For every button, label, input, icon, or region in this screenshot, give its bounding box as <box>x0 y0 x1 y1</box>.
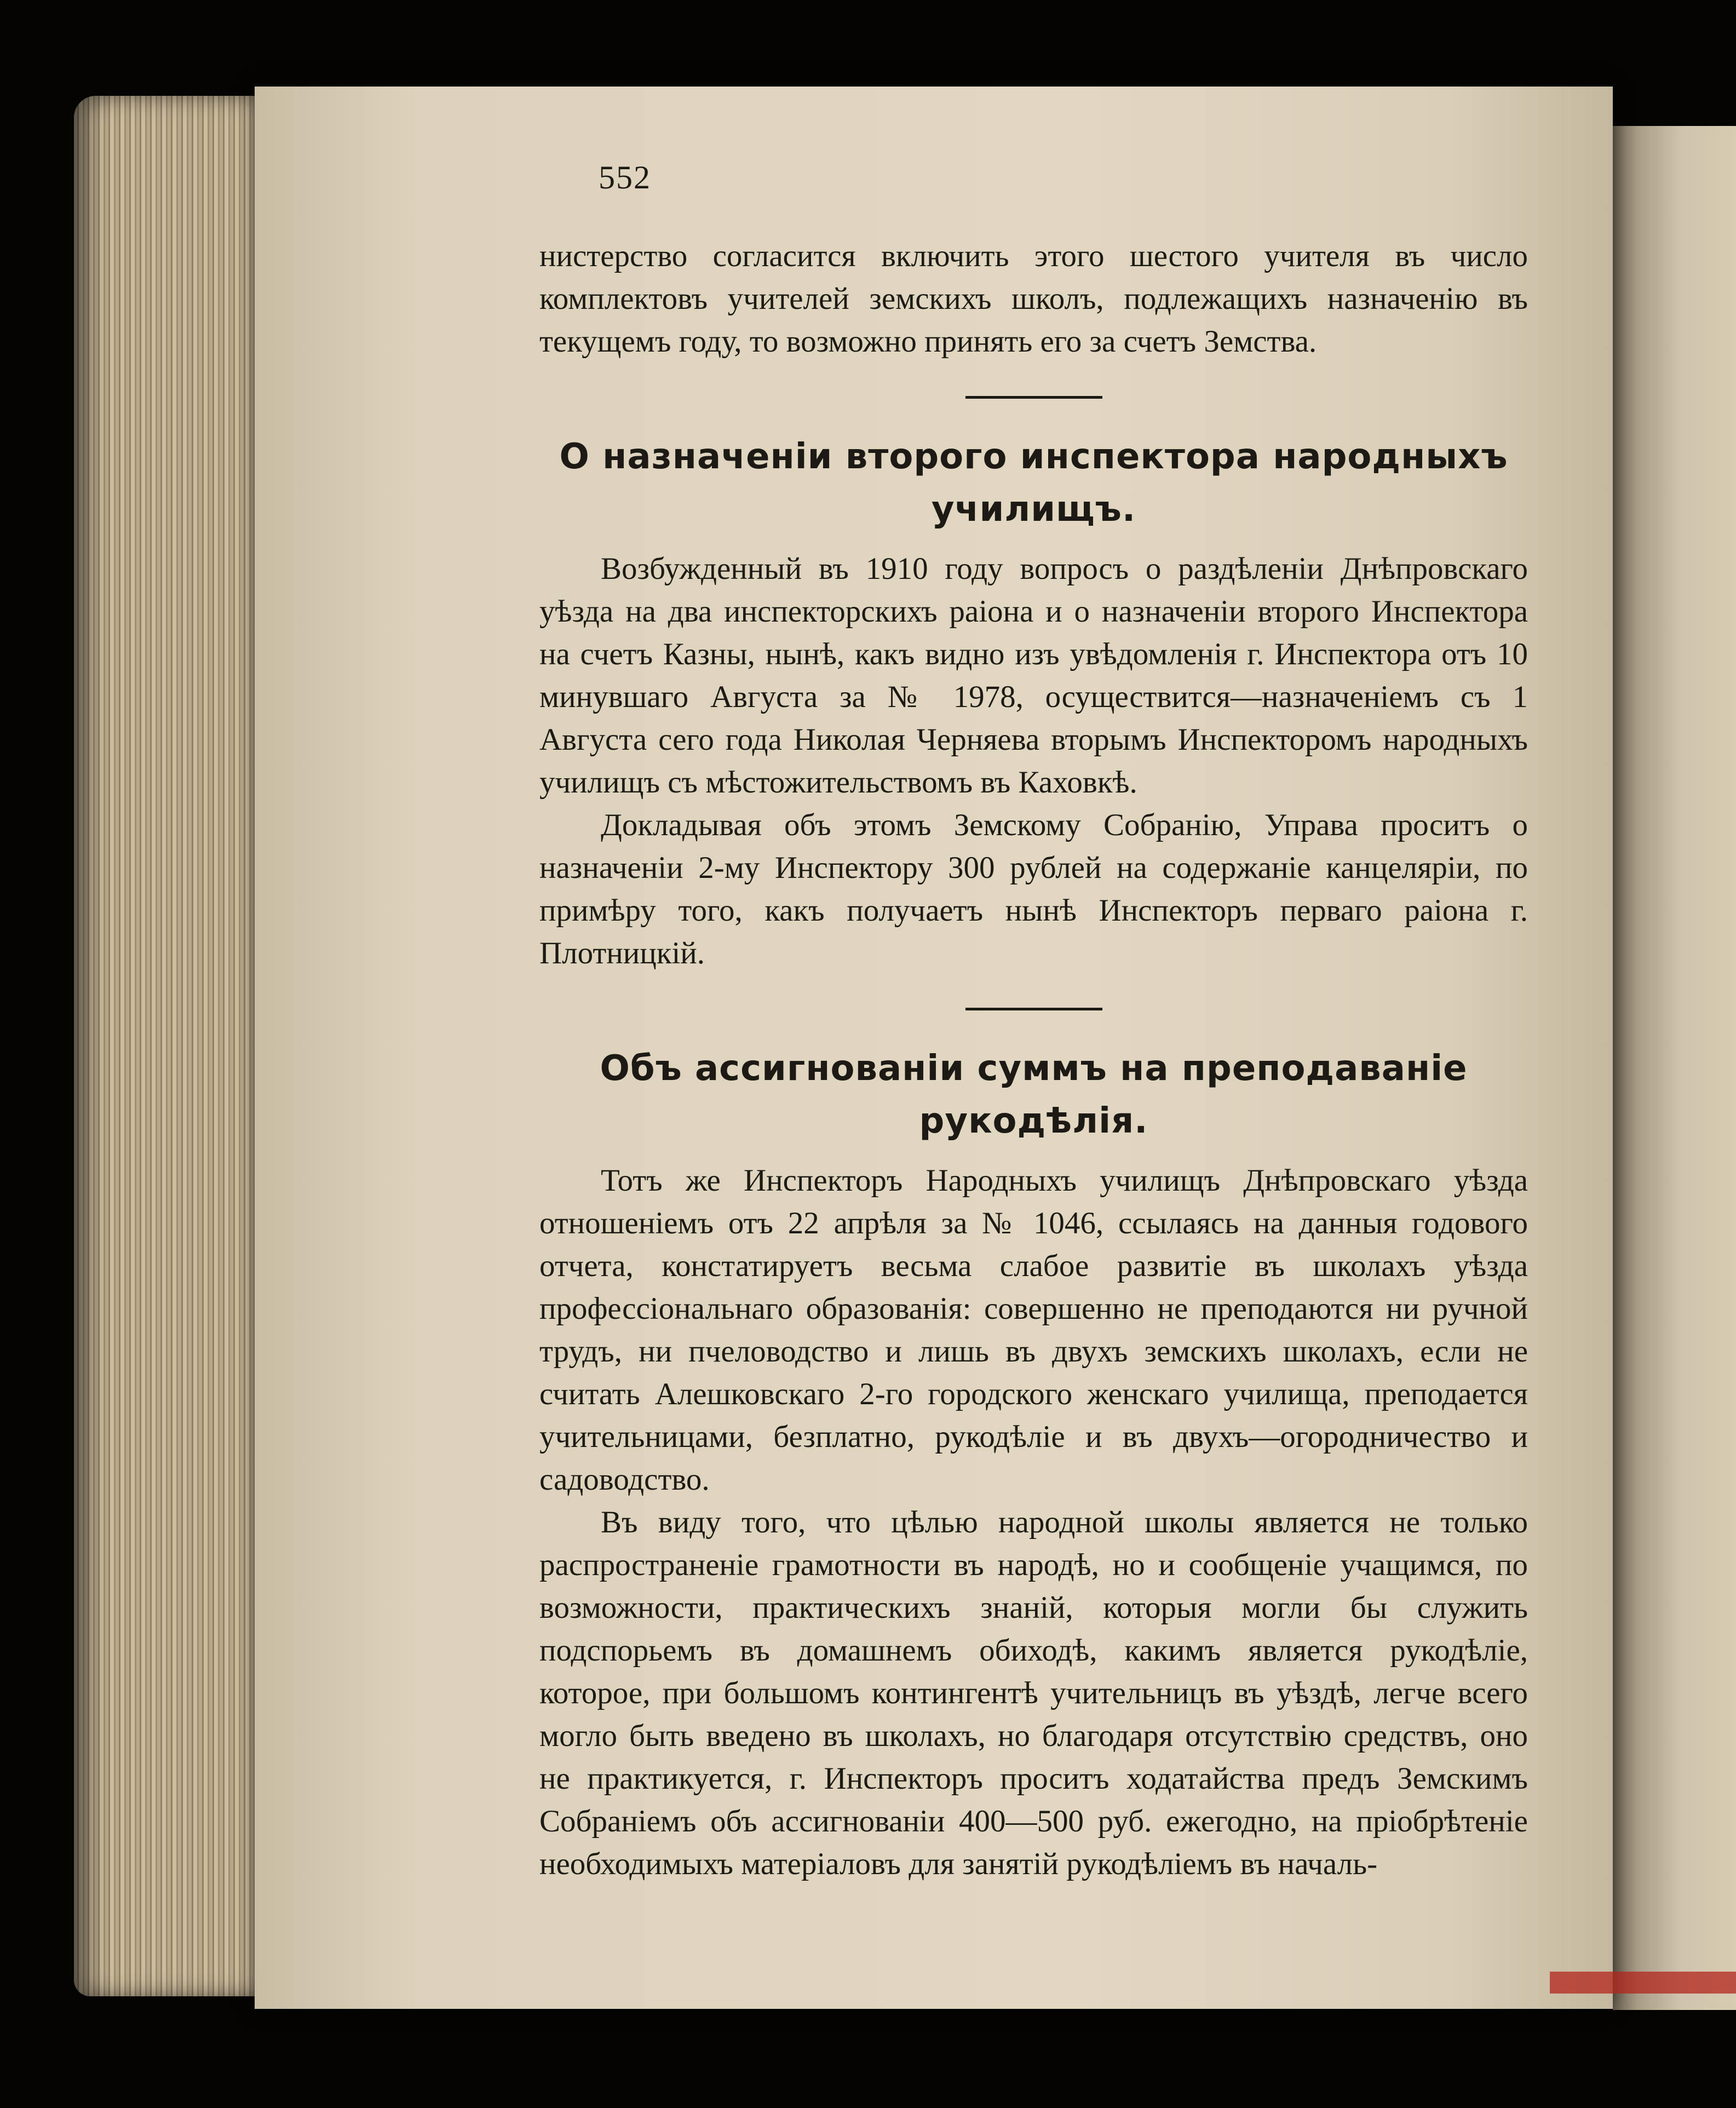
section2-paragraph: Тотъ же Инспекторъ Народныхъ училищъ Днѣпровскаго уѣзда отношеніемъ отъ 22 апрѣля за № 1046, ссылаясь на данныя годового отчета, констатируетъ весьма слабое развитіе въ школахъ уѣзда профессіональнаго образованія: совершенно не преподаются ни ручной трудъ, ни пчеловодство и лишь въ двухъ земскихъ школахъ, если не считать Алешковскаго 2-го городского женскаго училища, преподается учительницами, безплатно, рукодѣліе и въ двухъ—огородничество и садоводство. <box>539 1163 1528 1497</box>
section-heading-handicraft: Объ ассигнованіи суммъ на преподаваніе рукодѣлія. <box>600 1048 1468 1141</box>
section1-paragraph: Докладывая объ этомъ Земскому Собранію, Управа проситъ о назначеніи 2-му Инспектору 300 рублей на содержаніе канцеляріи, по примѣру того, какъ получаетъ нынѣ Инспекторъ перваго раіона г. Плотницкій. <box>539 808 1528 970</box>
facing-page <box>1613 126 1736 2010</box>
red-edge-mark <box>1550 1972 1736 1994</box>
section1-paragraph: Возбужденный въ 1910 году вопросъ о раздѣленіи Днѣпровскаго уѣзда на два инспекторскихъ раіона и о назначеніи второго Инспектора на счетъ Казны, нынѣ, какъ видно изъ увѣдомленія г. Инспектора отъ 10 минувшаго Августа за № 1978, осуществится—назначеніемъ съ 1 Августа сего года Николая Черняева вторымъ Инспекторомъ народныхъ училищъ съ мѣстожительствомъ въ Каховкѣ. <box>539 552 1528 800</box>
page-number: 552 <box>599 159 651 196</box>
section-heading-inspector: О назначеніи второго инспектора народныхъ училищъ. <box>559 436 1508 530</box>
intro-paragraph: нистерство согласится включить этого шестого учителя въ число комплектовъ учителей земскихъ школъ, подлежащихъ назначенію въ текущемъ году, то возможно принять его за счетъ Земства. <box>539 239 1528 359</box>
section2-paragraph: Въ виду того, что цѣлью народной школы является не только распространеніе грамотности въ народѣ, но и сообщеніе учащимся, по возможности, практическихъ знаній, которыя могли бы служить подспорьемъ въ домашнемъ обиходѣ, какимъ является рукодѣліе, которое, при большомъ контингентѣ учительницъ въ уѣздѣ, легче всего могло быть введено въ школахъ, но благодаря отсутствію средствъ, оно не практикуется, г. Инспекторъ проситъ ходатайства предъ Земскимъ Собраніемъ объ ассигнованіи 400—500 руб. ежегодно, на пріобрѣтеніе необходимыхъ матеріаловъ для занятій рукодѣліемъ въ началь- <box>539 1505 1528 1881</box>
section-divider <box>965 396 1102 399</box>
page-content <box>539 159 1528 1886</box>
book-page-edges <box>74 96 255 1996</box>
section-divider <box>965 1008 1102 1010</box>
